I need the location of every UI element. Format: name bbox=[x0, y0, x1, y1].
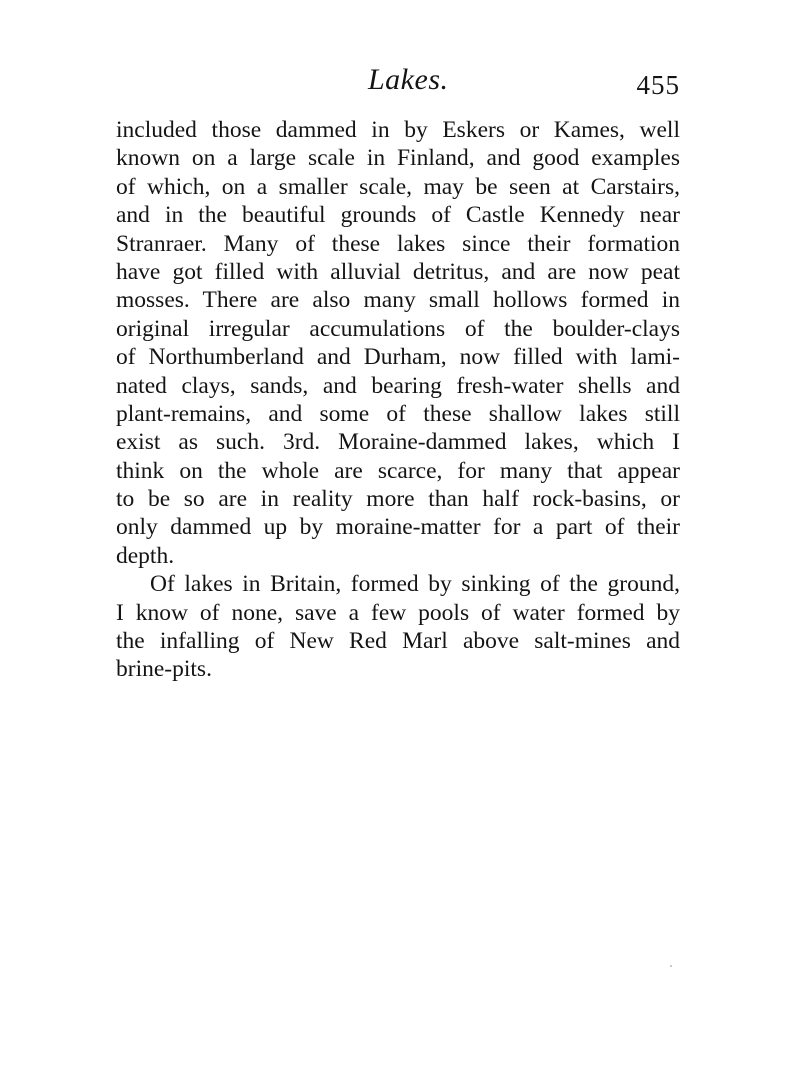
paragraph-2 bbox=[116, 570, 680, 684]
body-text bbox=[116, 116, 680, 684]
paragraph-1 bbox=[116, 116, 680, 570]
text-line: the infalling of New Red Marl above salt-mines and bbox=[116, 628, 680, 655]
page-number: 455 bbox=[636, 70, 680, 100]
text-line: exist as such. 3rd. Moraine-dammed lakes, which I bbox=[116, 429, 680, 456]
text-line: known on a large scale in Finland, and good examples bbox=[116, 145, 680, 172]
text-line: nated clays, sands, and bearing fresh-water shells and bbox=[116, 372, 680, 399]
text-line: of which, on a smaller scale, may be seen at Carstairs, bbox=[116, 173, 680, 200]
running-title: Lakes. bbox=[368, 63, 449, 96]
text-line: of Northumberland and Durham, now filled with lami- bbox=[116, 344, 680, 371]
text-line: included those dammed in by Eskers or Kames, well bbox=[116, 117, 680, 143]
text-line: Stranraer. Many of these lakes since their formation bbox=[116, 230, 680, 257]
text-line: depth. bbox=[116, 542, 175, 569]
text-line: mosses. There are also many small hollows formed in bbox=[116, 287, 680, 314]
text-line: think on the whole are scarce, for many that appear bbox=[116, 457, 680, 484]
text-line: and in the beautiful grounds of Castle Kennedy near bbox=[116, 202, 680, 229]
text-line: original irregular accumulations of the boulder-clays bbox=[116, 315, 680, 342]
paper-speck bbox=[670, 965, 672, 967]
text-line: only dammed up by moraine-matter for a part of their bbox=[116, 514, 680, 541]
text-line: Of lakes in Britain, formed by sinking of the ground, bbox=[150, 571, 680, 598]
text-line: brine-pits. bbox=[116, 656, 212, 683]
text-line: have got filled with alluvial detritus, and are now peat bbox=[116, 258, 680, 285]
text-line: I know of none, save a few pools of water formed by bbox=[116, 599, 680, 626]
text-line: plant-remains, and some of these shallow lakes still bbox=[116, 400, 680, 427]
text-line: to be so are in reality more than half rock-basins, or bbox=[116, 486, 680, 513]
page-header bbox=[116, 62, 682, 102]
